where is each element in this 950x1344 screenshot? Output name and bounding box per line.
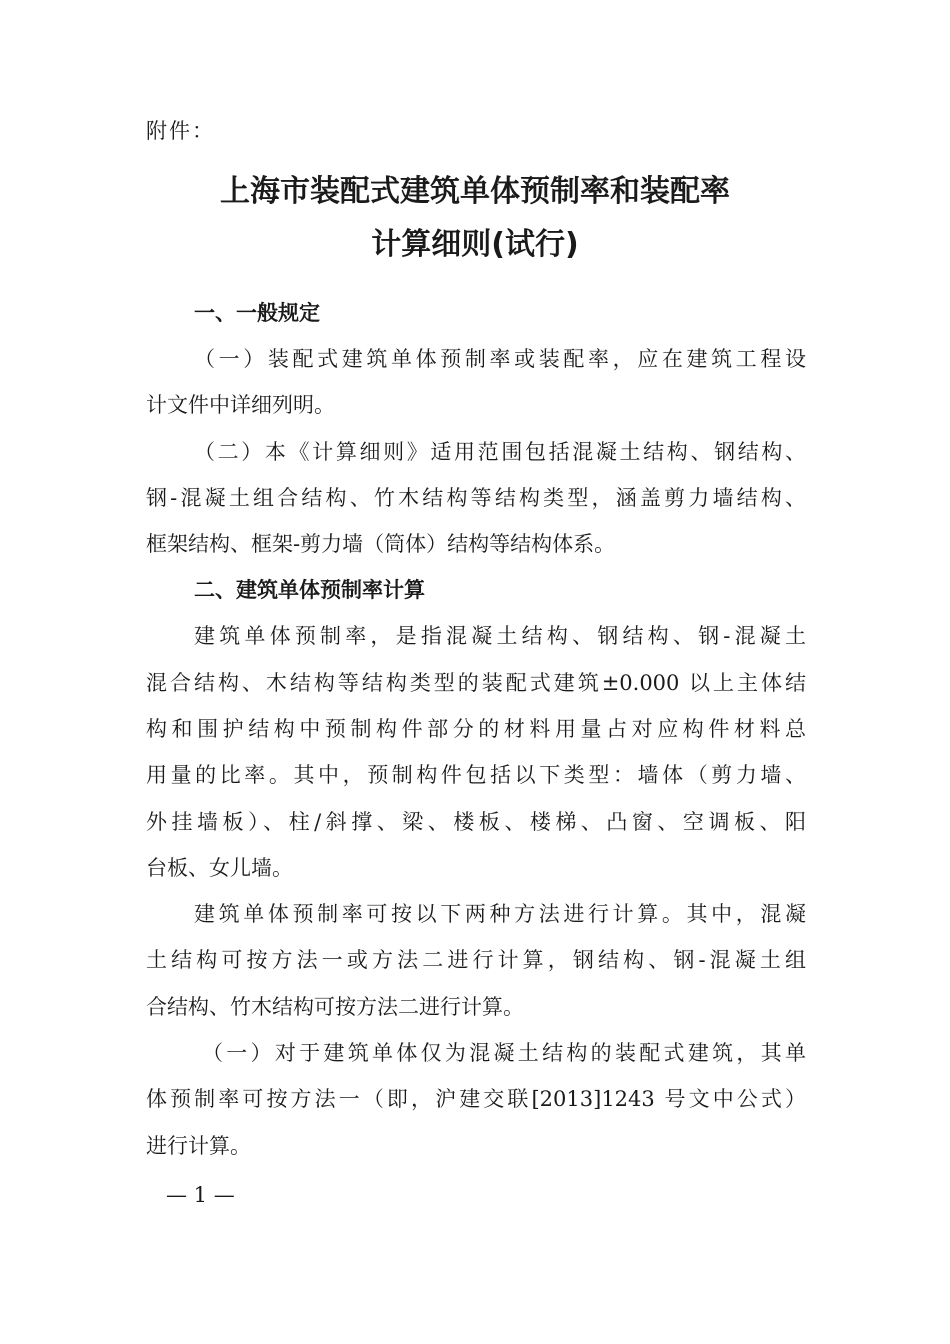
paragraph-line: 建筑单体预制率可按以下两种方法进行计算。其中，混凝 [194,902,806,926]
paragraph-line: 钢-混凝土组合结构、竹木结构等结构类型，涵盖剪力墙结构、 [146,486,806,510]
paragraph-line: （一）对于建筑单体仅为混凝土结构的装配式建筑，其单 [202,1041,806,1065]
paragraph-line: 合结构、竹木结构可按方法二进行计算。 [146,995,524,1019]
paragraph-line: 体预制率可按方法一（即，沪建交联[2013]1243 号文中公式） [146,1087,806,1111]
paragraph-line: 框架结构、框架-剪力墙（筒体）结构等结构体系。 [146,532,616,556]
paragraph-line: （二）本《计算细则》适用范围包括混凝土结构、钢结构、 [194,440,806,464]
paragraph-line: （一）装配式建筑单体预制率或装配率，应在建筑工程设 [194,347,806,371]
paragraph-line: 台板、女儿墙。 [146,856,293,880]
paragraph-line: 计文件中详细列明。 [146,393,335,417]
section-1-heading: 一、一般规定 [194,301,320,325]
page-number: — 1 — [166,1183,235,1207]
section-2-heading: 二、建筑单体预制率计算 [194,578,425,602]
paragraph-line: 用量的比率。其中，预制构件包括以下类型：墙体（剪力墙、 [146,763,806,787]
paragraph-line: 建筑单体预制率，是指混凝土结构、钢结构、钢-混凝土 [194,624,806,648]
attachment-label: 附件： [146,119,215,143]
document-title-line-2: 计算细则(试行) [371,227,579,262]
paragraph-line: 进行计算。 [146,1134,251,1158]
paragraph-line: 构和围护结构中预制构件部分的材料用量占对应构件材料总 [146,717,806,741]
paragraph-line: 混合结构、木结构等结构类型的装配式建筑±0.000 以上主体结 [146,671,806,695]
document-title-line-1: 上海市装配式建筑单体预制率和装配率 [220,174,730,209]
paragraph-line: 外挂墙板）、柱/斜撑、梁、楼板、楼梯、凸窗、空调板、阳 [146,810,806,834]
paragraph-line: 土结构可按方法一或方法二进行计算，钢结构、钢-混凝土组 [146,948,806,972]
